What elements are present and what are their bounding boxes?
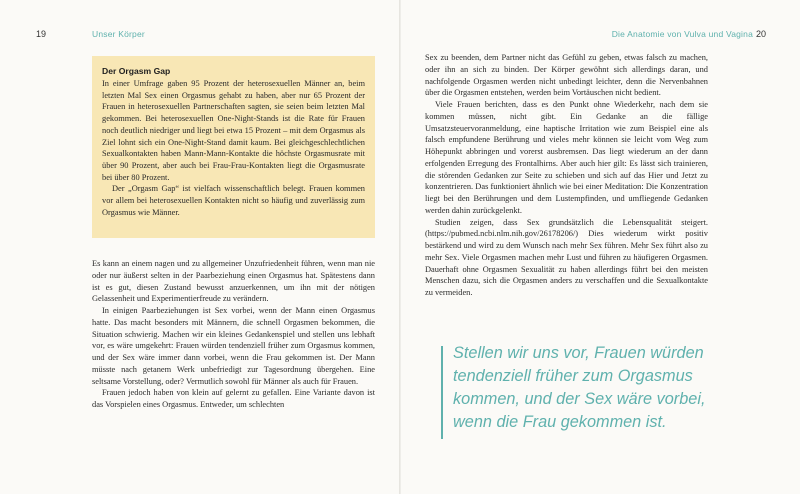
info-box-paragraph: Der „Orgasm Gap“ ist vielfach wissenschaftlich belegt. Frauen kommen vor allem bei heterosexuellen Kontakten nicht so häufig und zuverlässig zum Orgasmus wie Männer.	[102, 184, 365, 217]
info-box-paragraph: In einer Umfrage gaben 95 Prozent der heterosexuellen Männer an, beim letzten Mal Sex einen Orgasmus gehabt zu haben, aber nur 65 Prozent der Frauen in heterosexuellen Partnerschaften sagten, sie seien beim letzten Mal gekommen. Bei heterosexuellen One-Night-Stands ist die Rate für Frauen noch deutlich niedriger und liegt bei etwa 15 Prozent – mit dem Orgasmus als Ziel lohnt sich ein One-Night-Stand damit kaum. Bei gleichgeschlechtlichen Sexualkontakten haben Mann-Mann-Kontakte die höchste Orgasmusrate mit über 90 Prozent, aber auch bei Frau-Frau-Kontakten liegt die Orgasmusrate bei über 80 Prozent.	[102, 79, 365, 182]
body-text	[92, 258, 375, 411]
body-text	[425, 52, 708, 299]
pull-quote-line: kommen, und der Sex wäre vorbei,	[453, 390, 706, 408]
body-paragraph: Viele Frauen berichten, dass es den Punkt ohne Wiederkehr, nach dem sie kommen müssen, nicht gibt. Ein Gedanke an die fällige Umsatzsteuervoranmeldung, eine haptische Irritation wie zum Beispiel eine als falsch empfundene Berührung und vieles mehr können sie leicht vom Weg zum Höhepunkt abbringen und vorerst ausbremsen. Das liegt wiederum an der dann erfolgenden Erregung des Frontalhirns. Aber auch hier gilt: Es lässt sich trainieren, die störenden Gedanken zur Seite zu schieben und sich auf das Hier und Jetzt zu konzentrieren. Das funktioniert ähnlich wie bei einer Meditation: Die Konzentration liegt bei den Berührungen und dem Lustempfinden, und umfliegende Gedanken werden dahin zurückgelenkt.	[425, 100, 708, 215]
body-paragraph: Sex zu beenden, dem Partner nicht das Gefühl zu geben, etwas falsch zu machen, oder ihn an sich zu binden. Der Körper gewöhnt sich allerdings daran, und nachfolgende Orgasmen werden nicht unbedingt leichter, denn die Nervenbahnen über die Orgasmen entstehen, werden beim Vortäuschen nicht bedient.	[425, 53, 708, 98]
body-paragraph: In einigen Paarbeziehungen ist Sex vorbei, wenn der Mann einen Orgasmus hatte. Das macht besonders mit Männern, die schnell Orgasmen bekommen, die Situation schwierig. Machen wir ein kleines Gedankenspiel und stellen uns lebhaft vor, es wäre umgekehrt: Frauen würden tendenziell früher zum Orgasmus kommen, und der Sex wäre immer dann vorbei, wenn die Frau gekommen ist. Der Mann müsste nach getanem Werk unbefriedigt zur Tagesordnung übergehen. Eine seltsame Vorstellung, oder? Vermutlich sowohl für Männer als auch für Frauen.	[92, 306, 375, 386]
page-number: 20	[755, 29, 766, 39]
body-paragraph: Studien zeigen, dass Sex grundsätzlich die Lebensqualität steigert. (https://pubmed.ncbi.nlm.nih.gov/26178206/) Dies wiederum wirkt positiv bestärkend und wird zu dem Wunsch nach mehr Sex führen. Mehr Sex führt also zu mehr Sex. Viele Orgasmen machen mehr Lust und führen zu häufigeren Orgasmen. Dauerhaft ohne Orgasmen Sexualität zu haben allerdings führt bei den meisten Menschen dazu, sich die Orgasmen anders zu verschaffen und die Sexualkontakte zu vermeiden.	[425, 217, 708, 297]
page-number: 19	[36, 29, 47, 39]
info-box-title: Der Orgasm Gap	[102, 66, 171, 76]
info-box	[92, 56, 375, 238]
right-page	[401, 0, 800, 494]
left-page	[0, 0, 399, 494]
body-paragraph: Es kann an einem nagen und zu allgemeiner Unzufriedenheit führen, wenn man nie oder nur äußerst selten in der Paarbeziehung einen Orgasmus hat. Spätestens dann ist es gut, diesen Zustand bewusst anzuerkennen, um ihn mit der nötigen Gelassenheit und Experimentierfreude zu verändern.	[92, 259, 375, 304]
pull-quote-line: tendenziell früher zum Orgasmus	[453, 367, 693, 385]
pull-quote-rule	[441, 346, 443, 439]
pull-quote	[453, 342, 753, 434]
pull-quote-line: Stellen wir uns vor, Frauen würden	[453, 344, 704, 362]
body-paragraph: Frauen jedoch haben von klein auf gelernt zu gefallen. Eine Variante davon ist das Vorspielen eines Orgasmus. Entweder, um schlechten	[92, 388, 375, 409]
running-header: Unser Körper	[92, 29, 145, 39]
running-header: Die Anatomie von Vulva und Vagina	[611, 29, 753, 39]
pull-quote-line: wenn die Frau gekommen ist.	[453, 413, 667, 431]
